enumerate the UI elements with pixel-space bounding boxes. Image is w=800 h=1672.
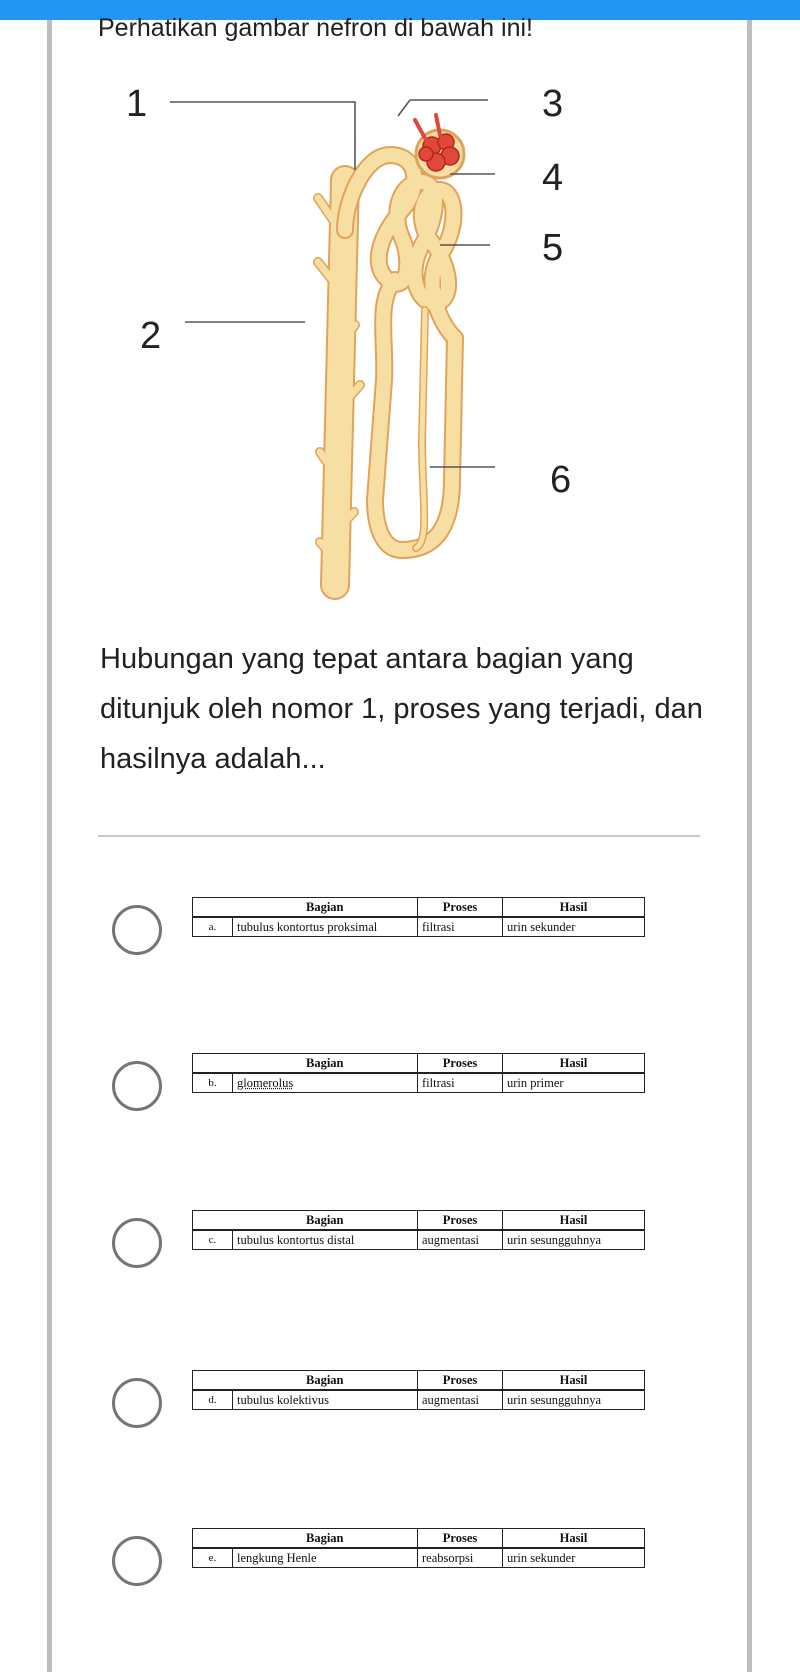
cell-hasil: urin sesungguhnya (503, 1390, 645, 1410)
cell-proses: filtrasi (418, 917, 503, 937)
figure-label-4: 4 (542, 157, 564, 199)
header-bagian: Bagian (233, 898, 418, 918)
header-hasil: Hasil (503, 1371, 645, 1391)
option-c[interactable] (100, 1210, 660, 1280)
option-letter: b. (193, 1073, 233, 1093)
option-a-table (192, 897, 645, 937)
cell-proses: reabsorpsi (418, 1548, 503, 1568)
option-c-table (192, 1210, 645, 1250)
header-bagian: Bagian (233, 1054, 418, 1074)
cell-bagian (233, 1073, 418, 1093)
cell-hasil: urin sesungguhnya (503, 1230, 645, 1250)
question-intro: Perhatikan gambar nefron di bawah ini! (98, 14, 533, 42)
card-border-left (47, 20, 52, 1672)
cell-bagian-text: glomerolus (237, 1075, 294, 1090)
cell-hasil: urin sekunder (503, 917, 645, 937)
divider (98, 835, 700, 837)
radio-option-d[interactable] (112, 1378, 162, 1428)
option-d-table (192, 1370, 645, 1410)
header-proses: Proses (418, 1371, 503, 1391)
option-letter: a. (193, 917, 233, 937)
nephron-figure (126, 80, 600, 610)
figure-label-2: 2 (140, 315, 162, 357)
option-d[interactable] (100, 1370, 660, 1440)
header-proses: Proses (418, 1529, 503, 1549)
cell-bagian: lengkung Henle (233, 1548, 418, 1568)
figure-label-3: 3 (542, 83, 564, 125)
cell-hasil: urin primer (503, 1073, 645, 1093)
header-hasil: Hasil (503, 1529, 645, 1549)
cell-bagian: tubulus kolektivus (233, 1390, 418, 1410)
option-b-table (192, 1053, 645, 1093)
nephron-tubule-fill (345, 155, 455, 550)
header-proses: Proses (418, 1054, 503, 1074)
header-proses: Proses (418, 1211, 503, 1231)
option-letter: e. (193, 1548, 233, 1568)
cell-proses: augmentasi (418, 1390, 503, 1410)
cell-hasil: urin sekunder (503, 1548, 645, 1568)
cell-bagian: tubulus kontortus distal (233, 1230, 418, 1250)
header-bagian: Bagian (233, 1371, 418, 1391)
header-proses: Proses (418, 898, 503, 918)
header-hasil: Hasil (503, 1054, 645, 1074)
cell-bagian: tubulus kontortus proksimal (233, 917, 418, 937)
figure-label-1: 1 (126, 83, 148, 125)
option-letter: c. (193, 1230, 233, 1250)
option-e-table (192, 1528, 645, 1568)
header-hasil: Hasil (503, 1211, 645, 1231)
figure-label-5: 5 (542, 227, 564, 269)
cell-proses: filtrasi (418, 1073, 503, 1093)
option-a[interactable] (100, 897, 660, 967)
cell-proses: augmentasi (418, 1230, 503, 1250)
header-bagian: Bagian (233, 1211, 418, 1231)
header-hasil: Hasil (503, 898, 645, 918)
radio-option-b[interactable] (112, 1061, 162, 1111)
header-bagian: Bagian (233, 1529, 418, 1549)
card-border-right (747, 20, 752, 1672)
question-text: Hubungan yang tepat antara bagian yang ditunjuk oleh nomor 1, proses yang terjadi, dan hasilnya adalah... (100, 643, 703, 775)
option-b[interactable] (100, 1053, 660, 1123)
figure-label-6: 6 (550, 459, 572, 501)
radio-option-e[interactable] (112, 1536, 162, 1586)
option-e[interactable] (100, 1528, 660, 1598)
option-letter: d. (193, 1390, 233, 1410)
radio-option-a[interactable] (112, 905, 162, 955)
radio-option-c[interactable] (112, 1218, 162, 1268)
